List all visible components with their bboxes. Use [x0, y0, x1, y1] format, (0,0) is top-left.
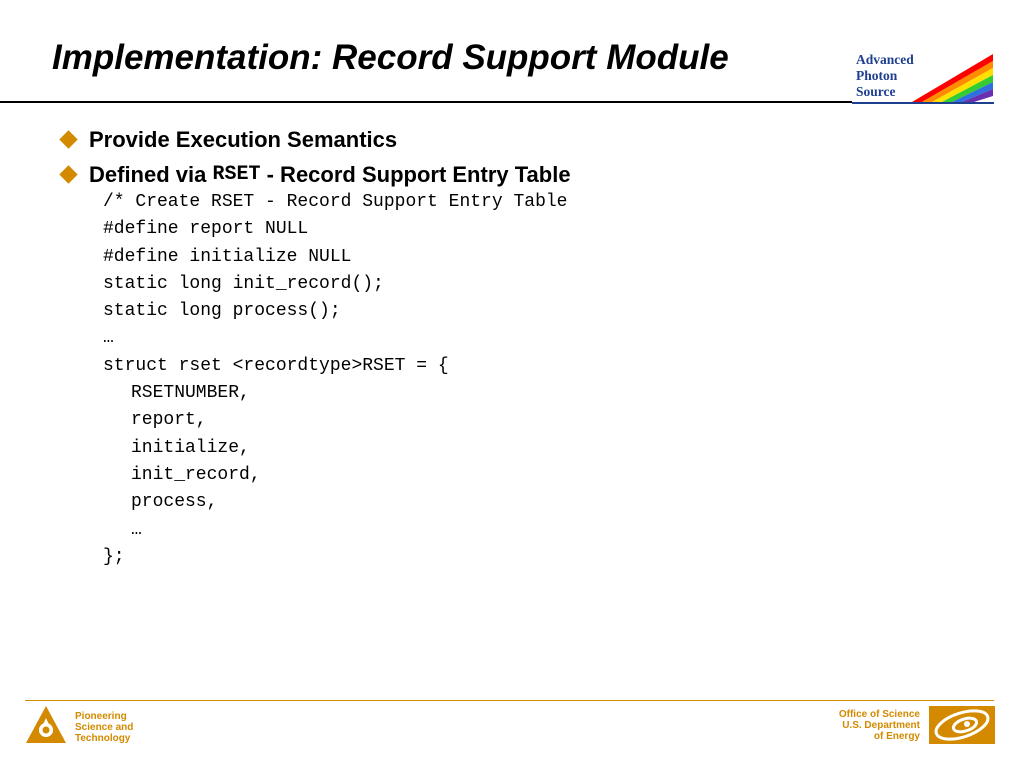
- diamond-bullet-icon: [59, 130, 77, 148]
- slide-title: Implementation: Record Support Module: [52, 38, 729, 77]
- aps-logo: [852, 50, 994, 106]
- code-line: …: [131, 519, 142, 540]
- logo-wordmark: Advanced Photon Source: [856, 52, 914, 99]
- footer-agency: Office of Science U.S. Department of Energy: [838, 709, 920, 742]
- code-line: static long init_record();: [103, 273, 384, 294]
- code-line: init_record,: [131, 464, 261, 485]
- code-line: initialize,: [131, 437, 250, 458]
- bullet-item: Provide Execution Semantics: [58, 122, 571, 157]
- code-line: #define report NULL: [103, 219, 309, 240]
- diamond-bullet-icon: [59, 165, 77, 183]
- code-line: #define initialize NULL: [103, 246, 352, 267]
- code-line: report,: [131, 410, 207, 431]
- title-divider: [0, 101, 852, 103]
- code-line: /* Create RSET - Record Support Entry Table: [103, 192, 568, 212]
- code-line: RSETNUMBER,: [131, 383, 250, 404]
- doe-logo-icon: [929, 706, 995, 744]
- argonne-triangle-logo-icon: [25, 705, 67, 745]
- code-line: struct rset <recordtype>RSET = {: [103, 355, 449, 376]
- footer-divider: [25, 700, 994, 701]
- code-block: [103, 189, 567, 571]
- code-line: process,: [131, 492, 218, 513]
- bullet-item: Defined via RSET - Record Support Entry Table: [58, 157, 571, 192]
- code-line: …: [103, 328, 114, 349]
- code-line: };: [103, 546, 125, 567]
- footer-tagline: Pioneering Science and Technology: [75, 711, 134, 744]
- bullet-list: [58, 122, 571, 192]
- code-line: static long process();: [103, 301, 341, 322]
